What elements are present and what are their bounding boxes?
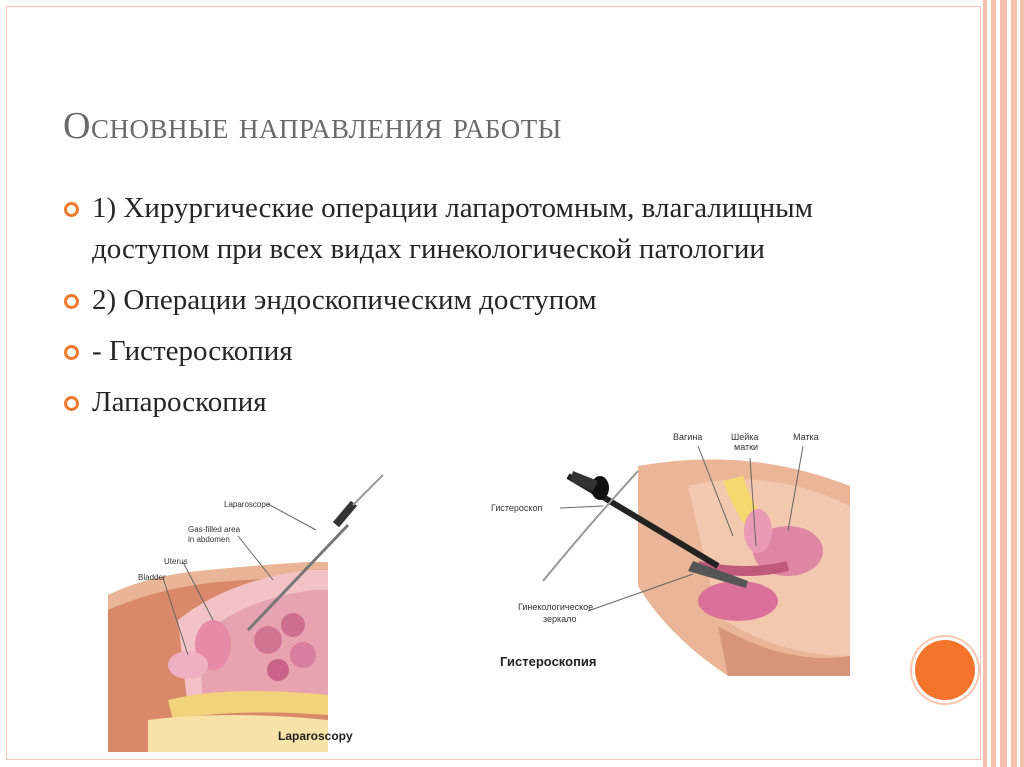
- label-hysteroscope: Гистероскоп: [491, 503, 543, 513]
- bullet-marker-icon: [64, 345, 79, 360]
- label-gas-area-line2: in abdomen: [188, 535, 230, 544]
- bullet-text: - Гистероскопия: [92, 335, 293, 367]
- bullet-list: [64, 188, 824, 433]
- label-laparoscope: Laparoscope: [224, 500, 271, 509]
- bullet-text: Лапароскопия: [92, 386, 267, 418]
- label-speculum-line2: зеркало: [543, 614, 577, 624]
- bullet-marker-icon: [64, 396, 79, 411]
- label-vagina: Вагина: [673, 432, 703, 442]
- label-uterus-ru: Матка: [793, 432, 819, 442]
- label-gas-area-line1: Gas-filled area: [188, 525, 241, 534]
- caption-hysteroscopy: Гистероскопия: [500, 654, 597, 669]
- bullet-item: [64, 382, 824, 423]
- bullet-item: [64, 188, 824, 270]
- bullet-text: 2) Операции эндоскопическим доступом: [92, 284, 597, 316]
- caption-laparoscopy: Laparoscopy: [278, 729, 353, 743]
- bullet-marker-icon: [64, 202, 79, 217]
- slide-title: Основные направления работы: [63, 105, 562, 147]
- bullet-item: [64, 280, 824, 321]
- label-speculum-line1: Гинекологическое: [518, 602, 594, 612]
- label-cervix-line1: Шейка: [731, 432, 759, 442]
- hysteroscopy-illustration: [488, 426, 850, 676]
- laparoscopy-illustration: [108, 470, 388, 752]
- bullet-text: 1) Хирургические операции лапаротомным, влагалищным доступом при всех видах гинекологической патологии: [92, 192, 814, 265]
- label-cervix-line2: матки: [734, 442, 759, 452]
- decorative-circle: [915, 640, 975, 700]
- bullet-marker-icon: [64, 294, 79, 309]
- label-uterus: Uterus: [164, 557, 188, 566]
- bullet-item: [64, 331, 824, 372]
- label-bladder: Bladder: [138, 573, 166, 582]
- decorative-stripes: [981, 0, 1024, 767]
